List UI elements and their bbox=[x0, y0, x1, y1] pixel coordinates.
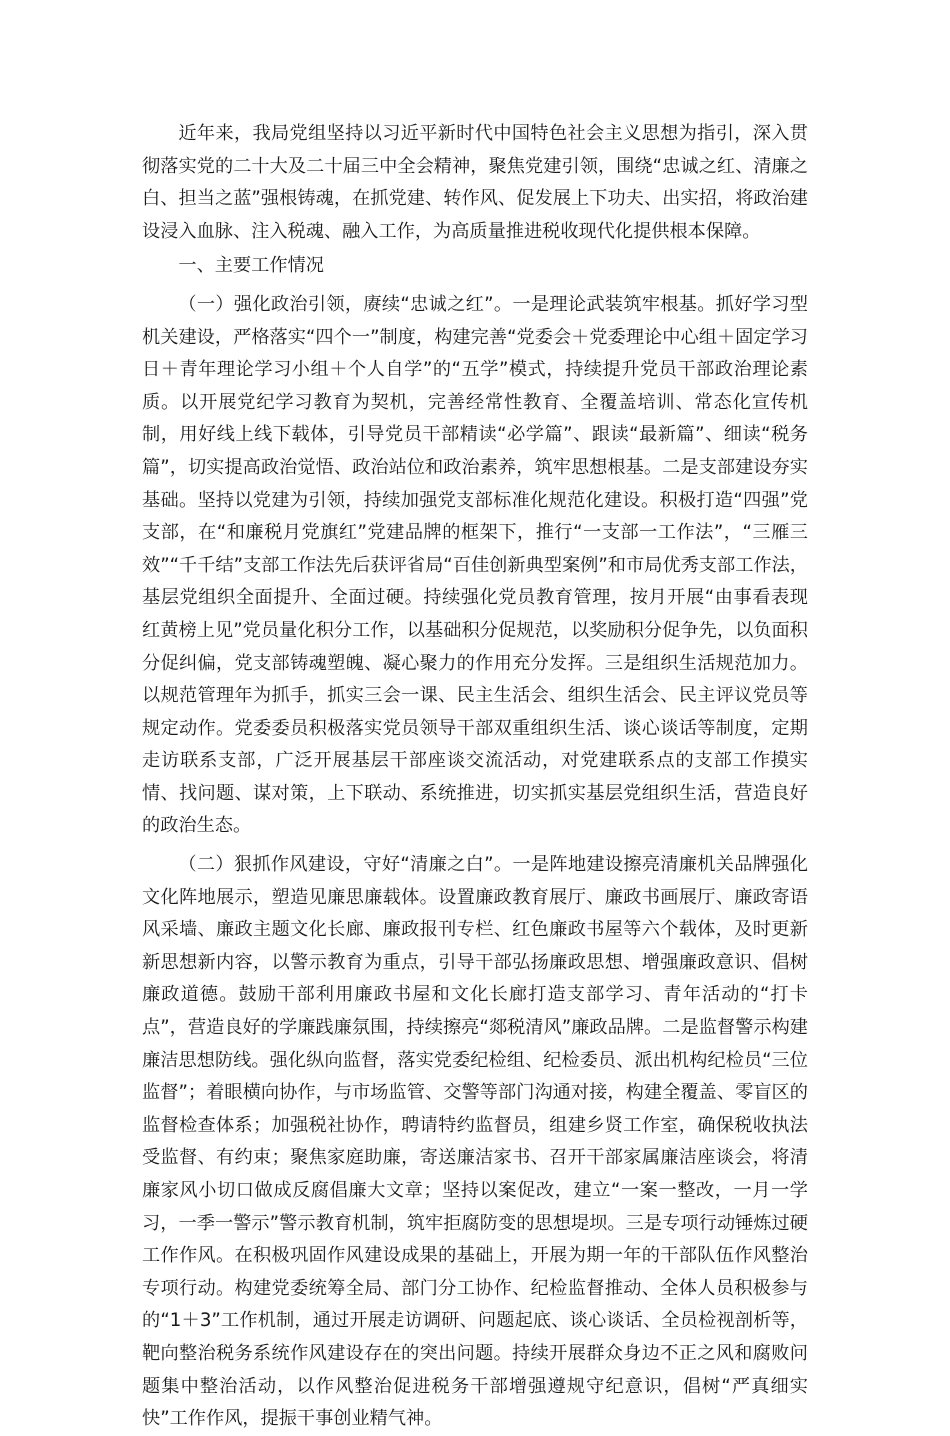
section-paragraph-loyalty-red: （一）强化政治引领，赓续“忠诚之红”。一是理论武装筑牢根基。抓好学习型机关建设，严格落实“四个一”制度，构建完善“党委会＋党委理论中心组＋固定学习日＋青年理论学习小组＋个人自学”的“五学”模式，持续提升党员干部政治理论素质。以开展党纪学习教育为契机，完善经常性教育、全覆盖培训、常态化宣传机制，用好线上线下载体，引导党员干部精读“必学篇”、跟读“最新篇”、细读“税务篇”，切实提高政治觉悟、政治站位和政治素养，筑牢思想根基。二是支部建设夯实基础。坚持以党建为引领，持续加强党支部标准化规范化建设。积极打造“四强”党支部，在“和廉税月党旗红”党建品牌的框架下，推行“一支部一工作法”，“三雁三效”“千千结”支部工作法先后获评省局“百佳创新典型案例”和市局优秀支部工作法，基层党组织全面提升、全面过硬。持续强化党员教育管理，按月开展“由事看表现 红黄榜上见”党员量化积分工作，以基础积分促规范，以奖励积分促争先，以负面积分促纠偏，党支部铸魂塑魄、凝心聚力的作用充分发挥。三是组织生活规范加力。以规范管理年为抓手，抓实三会一课、民主生活会、组织生活会、民主评议党员等规定动作。党委委员积极落实党员领导干部双重组织生活、谈心谈话等制度，定期走访联系支部，广泛开展基层干部座谈交流活动，对党建联系点的支部工作摸实情、找问题、谋对策，上下联动、系统推进，切实抓实基层党组织生活，营造良好的政治生态。 bbox=[142, 293, 808, 837]
section-heading-main-work: 一、主要工作情况 bbox=[178, 255, 324, 277]
intro-paragraph: 近年来，我局党组坚持以习近平新时代中国特色社会主义思想为指引，深入贯彻落实党的二十大及二十届三中全会精神，聚焦党建引领，围绕“忠诚之红、清廉之白、担当之蓝”强根铸魂，在抓党建、转作风、促发展上下功夫、出实招，将政治建设浸入血脉、注入税魂、融入工作，为高质量推进税收现代化提供根本保障。 bbox=[142, 123, 808, 242]
section-paragraph-integrity-white: （二）狠抓作风建设，守好“清廉之白”。一是阵地建设擦亮清廉机关品牌强化文化阵地展示，塑造见廉思廉载体。设置廉政教育展厅、廉政书画展厅、廉政寄语风采墙、廉政主题文化长廊、廉政报刊专栏、红色廉政书屋等六个载体，及时更新新思想新内容，以警示教育为重点，引导干部弘扬廉政思想、增强廉政意识、倡树廉政道德。鼓励干部利用廉政书屋和文化长廊打造支部学习、青年活动的“打卡点”，营造良好的学廉践廉氛围，持续擦亮“郯税清风”廉政品牌。二是监督警示构建廉洁思想防线。强化纵向监督，落实党委纪检组、纪检委员、派出机构纪检员“三位监督”；着眼横向协作，与市场监管、交警等部门沟通对接，构建全覆盖、零盲区的监督检查体系；加强税社协作，聘请特约监督员，组建乡贤工作室，确保税收执法受监督、有约束；聚焦家庭助廉，寄送廉洁家书、召开干部家属廉洁座谈会，将清廉家风小切口做成反腐倡廉大文章；坚持以案促改，建立“一案一整改，一月一学习，一季一警示”警示教育机制，筑牢拒腐防变的思想堤坝。三是专项行动锤炼过硬工作作风。在积极巩固作风建设成果的基础上，开展为期一年的干部队伍作风整治专项行动。构建党委统筹全局、部门分工协作、纪检监督推动、全体人员积极参与的“1＋3”工作机制，通过开展走访调研、问题起底、谈心谈话、全员检视剖析等，靶向整治税务系统作风建设存在的突出问题。持续开展群众身边不正之风和腐败问题集中整治活动，以作风整治促进税务干部增强遵规守纪意识，倡树“严真细实快”工作作风，提振干事创业精气神。 bbox=[142, 854, 808, 1430]
document-body bbox=[142, 118, 808, 1436]
